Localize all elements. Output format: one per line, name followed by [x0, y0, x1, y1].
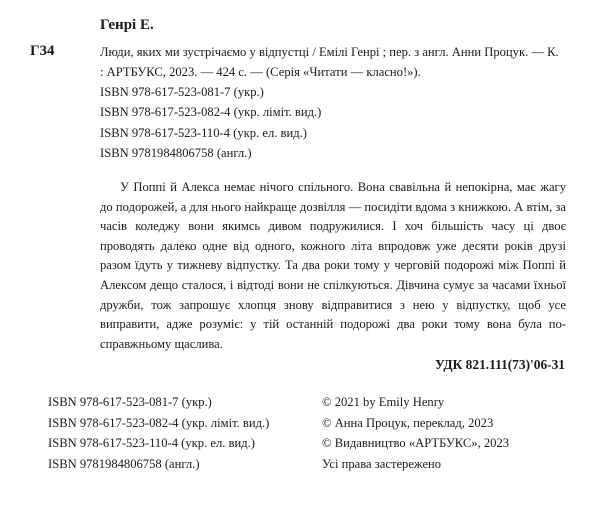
isbn-list-bottom	[48, 392, 269, 474]
author-name: Генрі Е.	[100, 17, 154, 33]
isbn-line: ISBN 978-617-523-082-4 (укр. ліміт. вид.)	[48, 415, 270, 430]
copyright-line: © Анна Процук, переклад, 2023	[322, 415, 494, 430]
isbn-line: ISBN 9781984806758 (англ.)	[100, 145, 252, 160]
isbn-line: ISBN 9781984806758 (англ.)	[48, 456, 200, 471]
isbn-line: ISBN 978-617-523-082-4 (укр. ліміт. вид.)	[100, 105, 322, 120]
book-annotation: У Поппі й Алекса немає нічого спільного. Вона свавільна й непокірна, має жагу до подорожей, а для нього найкраще дозвілля — посидіти вдома з книжкою. А втім, за часів коледжу вони якимсь дивом подружилися. І хоч більшість часу ці двоє проводять далеко одне від одного, кожного літа впродовж уже десяти років друзі разом їдуть у тижневу відпустку. Та два роки тому у черговій подорожі між Поппі й Алексом дещо сталося, і відтоді вони не спілкуються. Дівчина сумує за часами їхньої дружби, тож запрошує хлопця знову відправитися з нею у відпустку, щоб усе виправити, адже розуміє: у тій останній подорожі два роки тому вона була по-справжньому щаслива.	[100, 180, 566, 351]
copyright-line: © 2021 by Emily Henry	[322, 395, 445, 409]
rights-reserved: Усі права застережено	[322, 456, 442, 471]
isbn-line: ISBN 978-617-523-110-4 (укр. ел. вид.)	[48, 436, 255, 450]
udk-code: УДК 821.111(73)'06-31	[434, 357, 565, 372]
bibliographic-description: Люди, яких ми зустрічаємо у відпустці / Емілі Генрі ; пер. з англ. Анни Процук. — К. : АРТБУКС, 2023. — 424 с. — (Серія «Читати — класно!»).	[100, 45, 559, 79]
isbn-line: ISBN 978-617-523-081-7 (укр.)	[48, 395, 212, 409]
isbn-list-top	[100, 82, 321, 163]
copyright-block	[322, 392, 509, 474]
copyright-line: © Видавництво «АРТБУКС», 2023	[322, 436, 510, 450]
library-code: Г34	[30, 43, 55, 59]
isbn-line: ISBN 978-617-523-081-7 (укр.)	[100, 85, 264, 99]
isbn-line: ISBN 978-617-523-110-4 (укр. ел. вид.)	[100, 125, 307, 140]
